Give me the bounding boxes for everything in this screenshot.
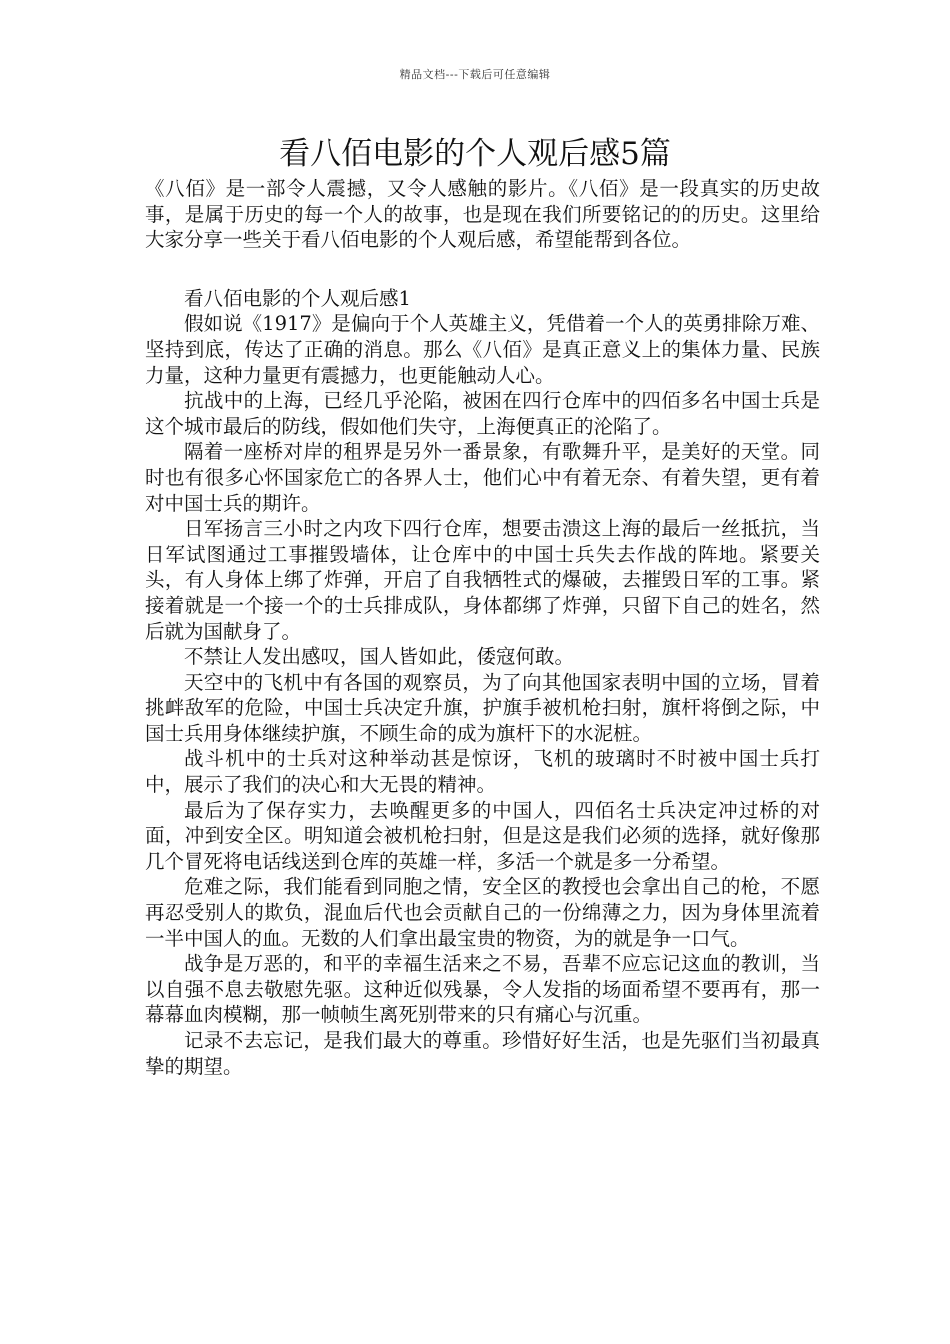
body-paragraph: 天空中的飞机中有各国的观察员，为了向其他国家表明中国的立场，冒着挑衅敌军的危险，中国士兵决定升旗，护旗手被机枪扫射，旗杆将倒之际，中国士兵用身体继续护旗，不顾生命的成为旗杆下的水泥桩。 xyxy=(145,670,820,745)
section-spacer xyxy=(145,253,820,286)
body-paragraph: 隔着一座桥对岸的租界是另外一番景象，有歌舞升平，是美好的天堂。同时也有很多心怀国家危亡的各界人士，他们心中有着无奈、有着失望，更有着对中国士兵的期许。 xyxy=(145,440,820,515)
body-paragraph: 假如说《1917》是偏向于个人英雄主义，凭借着一个人的英勇排除万难、坚持到底，传达了正确的消息。那么《八佰》是真正意义上的集体力量、民族力量，这种力量更有震撼力，也更能触动人心。 xyxy=(145,312,820,387)
body-paragraph: 记录不去忘记，是我们最大的尊重。珍惜好好生活，也是先驱们当初最真挚的期望。 xyxy=(145,1029,820,1078)
body-paragraph: 日军扬言三小时之内攻下四行仓库，想要击溃这上海的最后一丝抵抗，当日军试图通过工事摧毁墙体，让仓库中的中国士兵失去作战的阵地。紧要关头，有人身体上绑了炸弹，开启了自我牺牲式的爆破，去摧毁日军的工事。紧接着就是一个接一个的士兵排成队，身体都绑了炸弹，只留下自己的姓名，然后就为国献身了。 xyxy=(145,517,820,643)
body-paragraph: 战斗机中的士兵对这种举动甚是惊讶，飞机的玻璃时不时被中国士兵打中，展示了我们的决心和大无畏的精神。 xyxy=(145,747,820,797)
section-heading: 看八佰电影的个人观后感1 xyxy=(184,286,411,310)
body-paragraph: 战争是万恶的，和平的幸福生活来之不易，吾辈不应忘记这血的教训，当以自强不息去敬慰先驱。这种近似残暴，令人发指的场面希望不要再有，那一幕幕血肉模糊，那一帧帧生离死别带来的只有痛心与沉重。 xyxy=(145,952,820,1027)
page-header: 精品文档---下载后可任意编辑 xyxy=(399,68,551,81)
document-body xyxy=(145,176,820,1079)
body-paragraph: 危难之际，我们能看到同胞之情，安全区的教授也会拿出自己的枪，不愿再忍受别人的欺负，混血后代也会贡献自己的一份绵薄之力，因为身体里流着一半中国人的血。无数的人们拿出最宝贵的物资，为的就是争一口气。 xyxy=(145,875,820,950)
body-paragraph: 不禁让人发出感叹，国人皆如此，倭寇何敢。 xyxy=(184,645,575,669)
intro-paragraph: 《八佰》是一部令人震撼，又令人感触的影片。《八佰》是一段真实的历史故事，是属于历史的每一个人的故事，也是现在我们所要铭记的的历史。这里给大家分享一些关于看八佰电影的个人观后感，希望能帮到各位。 xyxy=(145,177,820,252)
document-title: 看八佰电影的个人观后感5篇 xyxy=(279,136,671,172)
body-paragraph: 抗战中的上海，已经几乎沦陷，被困在四行仓库中的四佰多名中国士兵是这个城市最后的防线，假如他们失守，上海便真正的沦陷了。 xyxy=(145,389,820,438)
body-paragraph: 最后为了保存实力，去唤醒更多的中国人，四佰名士兵决定冲过桥的对面，冲到安全区。明知道会被机枪扫射，但是这是我们必须的选择，就好像那几个冒死将电话线送到仓库的英雄一样，多活一个就是多一分希望。 xyxy=(145,798,820,873)
